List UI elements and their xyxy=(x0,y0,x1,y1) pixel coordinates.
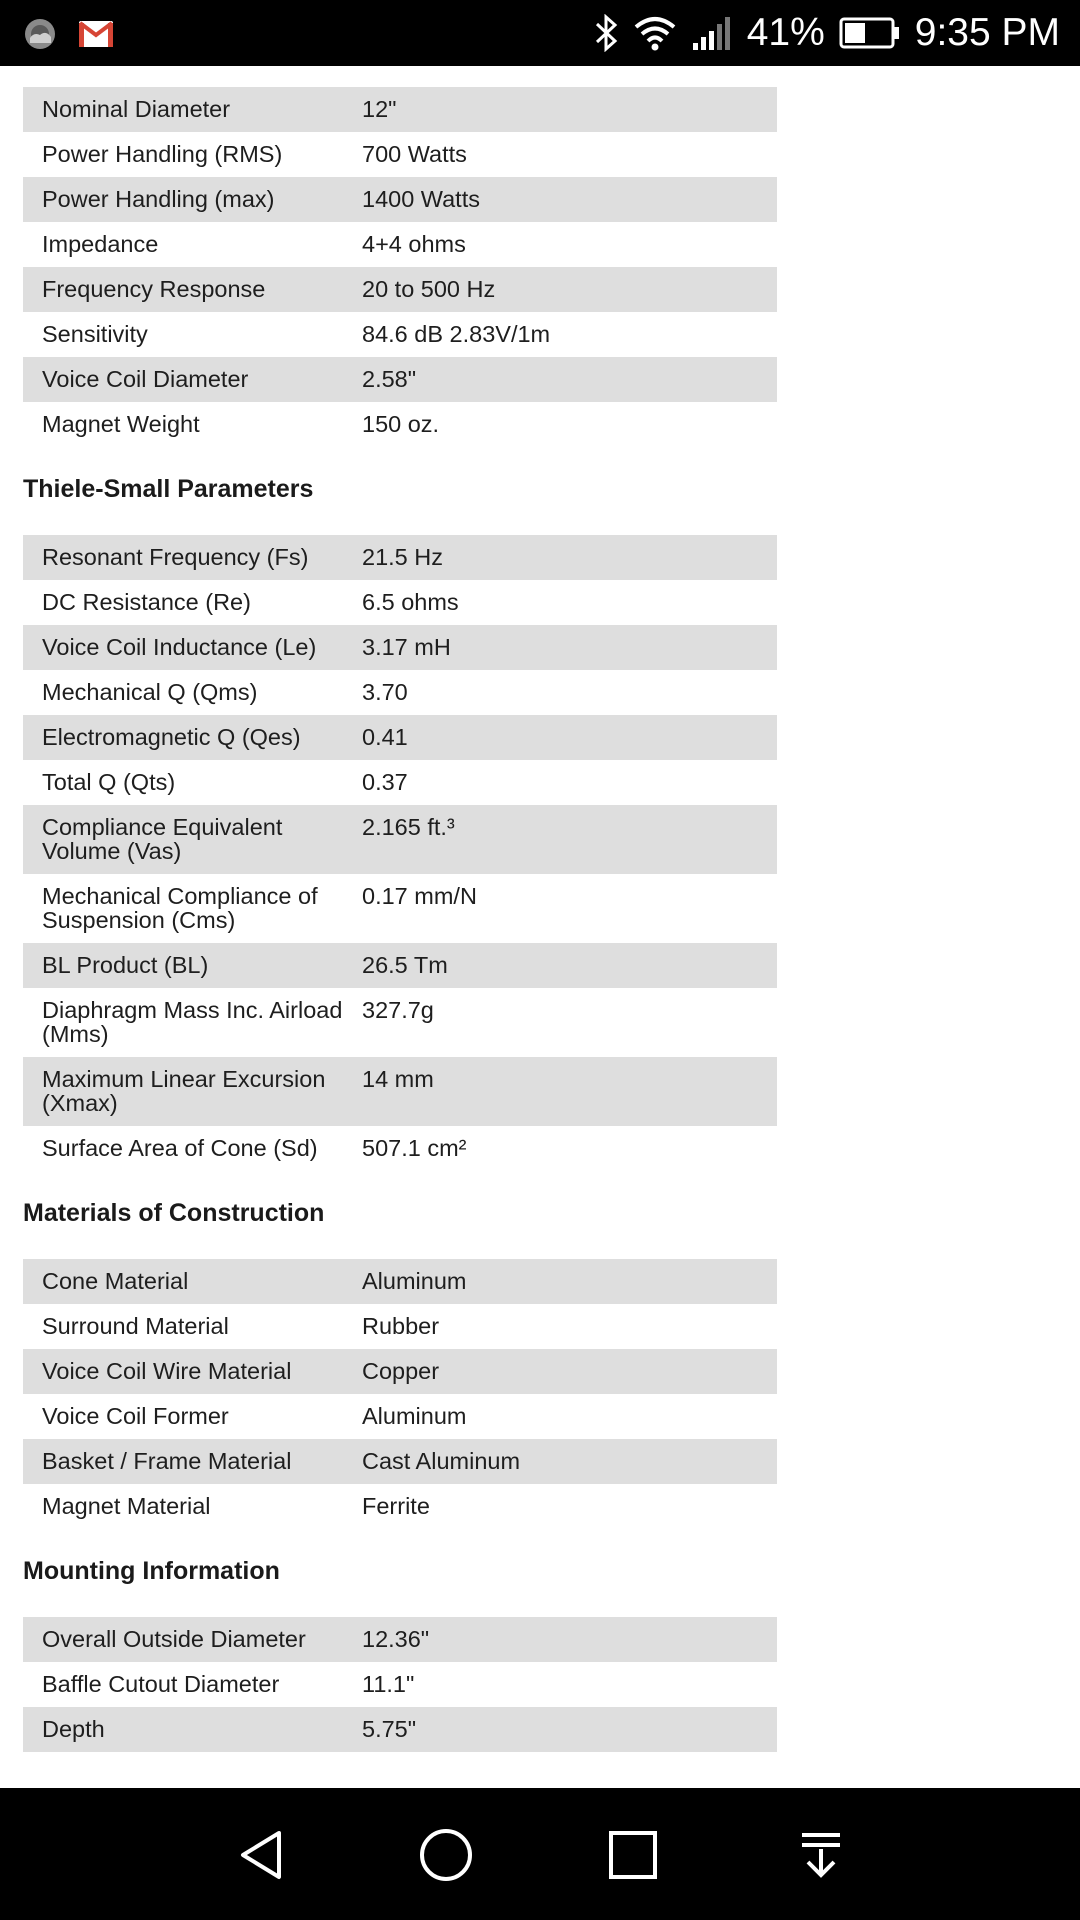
spec-label: Total Q (Qts) xyxy=(42,769,176,795)
spec-row-depth xyxy=(23,1707,777,1752)
spec-row-voice-coil-wire-material xyxy=(23,1349,777,1394)
spec-label: Frequency Response xyxy=(23,267,343,312)
spec-value: 4+4 ohms xyxy=(362,231,466,257)
gmail-icon xyxy=(78,20,114,48)
spec-label: Nominal Diameter xyxy=(23,87,343,132)
spec-table-thiele-small-parameters xyxy=(23,535,777,1171)
spec-row-voice-coil-former xyxy=(23,1394,777,1439)
spec-label: Compliance Equivalent Volume (Vas) xyxy=(23,805,343,874)
spec-value: 0.37 xyxy=(362,769,408,795)
bluetooth-icon xyxy=(593,14,619,52)
spec-value: 0.41 xyxy=(343,715,777,760)
battery-percent: 41% xyxy=(746,11,825,54)
spec-row-basket-frame-material xyxy=(23,1439,777,1484)
spec-value: 327.7g xyxy=(362,997,434,1023)
spec-row-frequency-response xyxy=(23,267,777,312)
spec-label: Overall Outside Diameter xyxy=(23,1617,343,1662)
spec-row-voice-coil-diameter xyxy=(23,357,777,402)
spec-value: Aluminum xyxy=(362,1403,467,1429)
spec-table-materials-of-construction xyxy=(23,1259,777,1529)
spec-value: 700 Watts xyxy=(362,141,467,167)
spec-label: Depth xyxy=(23,1707,343,1752)
spec-value: 2.58" xyxy=(343,357,777,402)
web-content[interactable] xyxy=(0,66,1080,1788)
status-bar xyxy=(0,0,1080,66)
spec-value: 3.17 mH xyxy=(343,625,777,670)
spec-value: 1400 Watts xyxy=(343,177,777,222)
spec-row-mechanical-compliance-of-suspension-cms xyxy=(23,874,777,943)
spec-value: 12.36" xyxy=(343,1617,777,1662)
spec-row-voice-coil-inductance-le xyxy=(23,625,777,670)
spec-value: 0.17 mm/N xyxy=(362,883,477,909)
spec-row-overall-outside-diameter xyxy=(23,1617,777,1662)
spec-label: Sensitivity xyxy=(42,321,148,347)
spec-label: Surface Area of Cone (Sd) xyxy=(42,1135,318,1161)
section-title-mounting-information: Mounting Information xyxy=(23,1557,280,1585)
spec-label: Voice Coil Former xyxy=(42,1403,229,1429)
spec-row-mechanical-q-qms xyxy=(23,670,777,715)
clock: 9:35 PM xyxy=(914,11,1060,54)
spec-label: Electromagnetic Q (Qes) xyxy=(23,715,343,760)
spec-row-impedance xyxy=(23,222,777,267)
section-title-thiele-small-parameters: Thiele-Small Parameters xyxy=(23,475,314,503)
spec-label: Voice Coil Wire Material xyxy=(23,1349,343,1394)
spec-label: Voice Coil Diameter xyxy=(23,357,343,402)
section-title-materials-of-construction: Materials of Construction xyxy=(23,1199,325,1227)
spec-label: Cone Material xyxy=(23,1259,343,1304)
spec-value: 6.5 ohms xyxy=(362,589,459,615)
notification-pull-icon[interactable] xyxy=(786,1820,856,1890)
spec-value: 14 mm xyxy=(343,1057,777,1126)
spec-row-bl-product-bl xyxy=(23,943,777,988)
spec-row-diaphragm-mass-inc-airload-mms xyxy=(23,988,777,1057)
spec-row-power-handling-max xyxy=(23,177,777,222)
spec-row-resonant-frequency-fs xyxy=(23,535,777,580)
spec-value: Cast Aluminum xyxy=(343,1439,777,1484)
spec-row-dc-resistance-re xyxy=(23,580,777,625)
spec-sheet xyxy=(23,66,777,1752)
spec-value: 26.5 Tm xyxy=(343,943,777,988)
spec-label: Maximum Linear Excursion (Xmax) xyxy=(23,1057,343,1126)
home-icon[interactable] xyxy=(411,1820,481,1890)
recents-icon[interactable] xyxy=(598,1820,668,1890)
spec-row-baffle-cutout-diameter xyxy=(23,1662,777,1707)
spec-value: 12" xyxy=(343,87,777,132)
wifi-icon xyxy=(633,15,677,51)
spec-label: Mechanical Q (Qms) xyxy=(42,679,258,705)
spec-value: 5.75" xyxy=(343,1707,777,1752)
spec-row-magnet-material xyxy=(23,1484,777,1529)
spec-label: Surround Material xyxy=(42,1313,229,1339)
spec-label: BL Product (BL) xyxy=(23,943,343,988)
spec-row-total-q-qts xyxy=(23,760,777,805)
general-specs-table xyxy=(23,87,777,447)
spec-label: Resonant Frequency (Fs) xyxy=(23,535,343,580)
battery-icon xyxy=(839,16,901,50)
spec-label: DC Resistance (Re) xyxy=(42,589,251,615)
spec-value: Copper xyxy=(343,1349,777,1394)
spec-value: 3.70 xyxy=(362,679,408,705)
spec-label: Power Handling (RMS) xyxy=(42,141,283,167)
spec-label: Voice Coil Inductance (Le) xyxy=(23,625,343,670)
weather-icon xyxy=(22,16,58,52)
spec-value: Rubber xyxy=(362,1313,440,1339)
spec-row-power-handling-rms xyxy=(23,132,777,177)
spec-row-cone-material xyxy=(23,1259,777,1304)
spec-row-compliance-equivalent-volume-vas xyxy=(23,805,777,874)
spec-row-surround-material xyxy=(23,1304,777,1349)
spec-value: Aluminum xyxy=(343,1259,777,1304)
spec-label: Baffle Cutout Diameter xyxy=(42,1671,280,1697)
spec-label: Diaphragm Mass Inc. Airload (Mms) xyxy=(42,997,343,1047)
spec-label: Impedance xyxy=(42,231,159,257)
spec-row-maximum-linear-excursion-xmax xyxy=(23,1057,777,1126)
spec-label: Magnet Material xyxy=(42,1493,211,1519)
spec-value: 2.165 ft.³ xyxy=(343,805,777,874)
spec-row-magnet-weight xyxy=(23,402,777,447)
spec-row-sensitivity xyxy=(23,312,777,357)
spec-value: 507.1 cm² xyxy=(362,1135,467,1161)
spec-label: Basket / Frame Material xyxy=(23,1439,343,1484)
signal-icon xyxy=(691,15,733,51)
spec-table-mounting-information xyxy=(23,1617,777,1752)
spec-row-electromagnetic-q-qes xyxy=(23,715,777,760)
spec-value: 84.6 dB 2.83V/1m xyxy=(362,321,551,347)
spec-value: 11.1" xyxy=(362,1671,415,1697)
spec-label: Power Handling (max) xyxy=(23,177,343,222)
spec-value: 21.5 Hz xyxy=(343,535,777,580)
back-icon[interactable] xyxy=(226,1820,296,1890)
spec-value: 20 to 500 Hz xyxy=(343,267,777,312)
spec-value: 150 oz. xyxy=(362,411,440,437)
spec-row-surface-area-of-cone-sd xyxy=(23,1126,777,1171)
spec-label: Magnet Weight xyxy=(42,411,200,437)
spec-value: Ferrite xyxy=(362,1493,430,1519)
cut-off-heading xyxy=(23,66,777,87)
spec-row-nominal-diameter xyxy=(23,87,777,132)
navigation-bar xyxy=(0,1788,1080,1920)
spec-label: Mechanical Compliance of Suspension (Cms) xyxy=(42,883,318,933)
